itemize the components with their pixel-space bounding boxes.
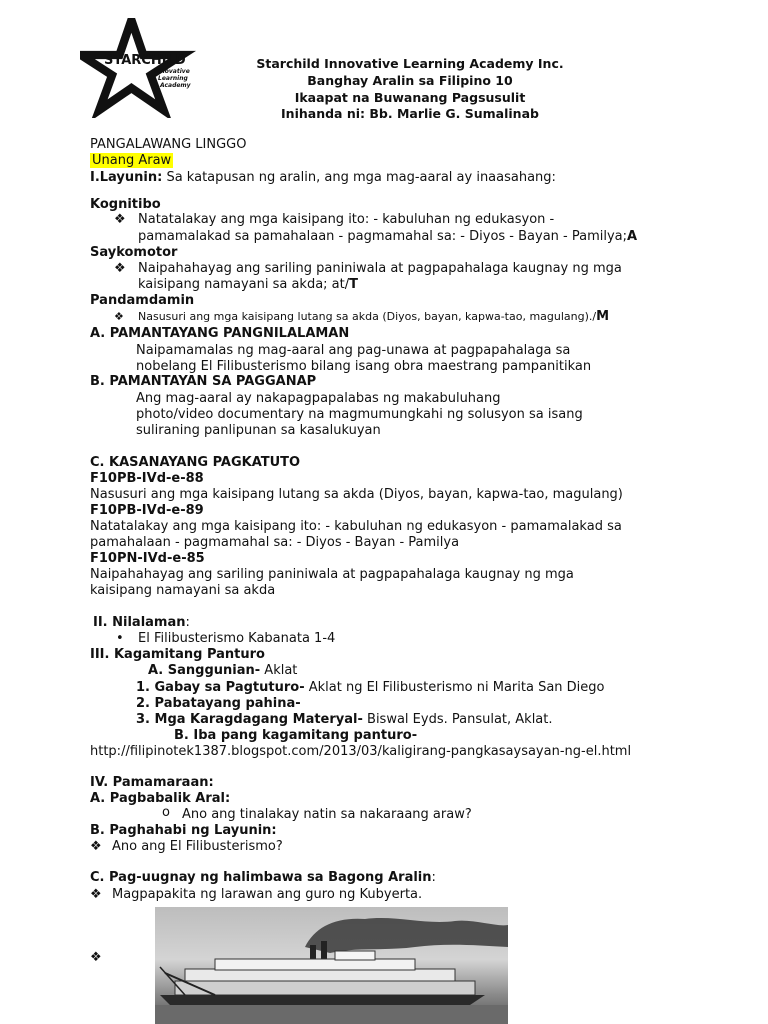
circle-bullet-icon: o — [162, 805, 170, 820]
logo-brand-text: STARCHILD — [104, 53, 186, 68]
competency-code-3: F10PN-IVd-e-85 — [90, 551, 205, 566]
kognitibo-tag: A — [627, 229, 638, 244]
section-b-line-1: Ang mag-aaral ay nakapagpapalabas ng makabuluhang — [136, 391, 501, 406]
sanggunian-line: A. Sanggunian- Aklat — [148, 663, 298, 678]
pag-uugnay-text: Magpapakita ng larawan ang guro ng Kubyerta. — [112, 887, 423, 902]
competency-text-2b: pamahalaan - pagmamahal sa: - Diyos - Bayan - Pamilya — [90, 535, 460, 550]
iba-pang-line: B. Iba pang kagamitang panturo- — [174, 728, 418, 743]
gabay-line: 1. Gabay sa Pagtuturo- Aklat ng El Filibusterismo ni Marita San Diego — [136, 680, 605, 695]
section-b-title: B. PAMANTAYAN SA PAGGANAP — [90, 374, 317, 389]
svg-text:Innovative: Innovative — [154, 68, 190, 75]
competency-text-1: Nasusuri ang mga kaisipang lutang sa akda (Diyos, bayan, kapwa-tao, magulang) — [90, 487, 623, 502]
pabatayan-line: 2. Pabatayang pahina- — [136, 696, 301, 711]
kognitibo-line-1: Natatalakay ang mga kaisipang ito: - kabuluhan ng edukasyon - — [138, 212, 555, 227]
competency-code-1: F10PB-IVd-e-88 — [90, 471, 204, 486]
prepared-by: Inihanda ni: Bb. Marlie G. Sumalinab — [281, 106, 539, 121]
svg-text:Learning: Learning — [158, 75, 188, 82]
star-logo-icon — [80, 18, 220, 118]
saykomotor-heading: Saykomotor — [90, 245, 178, 260]
steamboat-photo — [155, 907, 508, 1024]
pandamdamin-heading: Pandamdamin — [90, 293, 195, 308]
competency-code-2: F10PB-IVd-e-89 — [90, 503, 204, 518]
reference-url[interactable]: http://filipinotek1387.blogspot.com/2013/03/kaligirang-pangkasaysayan-ng-el.html — [90, 744, 632, 759]
pandamdamin-line-1: Nasusuri ang mga kaisipang lutang sa akda (Diyos, bayan, kapwa-tao, magulang)./M — [138, 309, 610, 324]
section-a-line-2: nobelang El Filibusterismo bilang isang obra maestrang pampanitikan — [136, 359, 592, 374]
nilalaman-item: El Filibusterismo Kabanata 1-4 — [138, 631, 336, 646]
saykomotor-tag: T — [349, 277, 358, 292]
pandamdamin-tag: M — [596, 309, 610, 324]
karagdagang-line: 3. Mga Karagdagang Materyal- Biswal Eyds. Pansulat, Aklat. — [136, 712, 553, 727]
diamond-bullet-icon: ❖ — [114, 310, 124, 323]
diamond-bullet-icon: ❖ — [90, 887, 102, 902]
saykomotor-line-2: kaisipang namayani sa akda; at/T — [138, 277, 358, 292]
competency-text-3b: kaisipang namayani sa akda — [90, 583, 276, 598]
diamond-bullet-icon: ❖ — [90, 950, 102, 965]
week-title: PANGALAWANG LINGGO — [90, 137, 247, 152]
competency-text-2a: Natatalakay ang mga kaisipang ito: - kabuluhan ng edukasyon - pamamalakad sa — [90, 519, 622, 534]
saykomotor-line-1: Naipahahayag ang sariling paniniwala at pagpapahalaga kaugnay ng mga — [138, 261, 622, 276]
kognitibo-line-2: pamamalakad sa pamahalaan - pagmamahal sa: - Diyos - Bayan - Pamilya;A — [138, 229, 638, 244]
section-b-line-3: suliraning panlipunan sa kasalukuyan — [136, 423, 381, 438]
nilalaman-title: II. Nilalaman: — [93, 615, 190, 630]
bullet-icon: • — [116, 631, 124, 646]
kagamitan-title: III. Kagamitang Panturo — [90, 647, 265, 662]
objectives-line — [90, 170, 556, 186]
section-a-title: A. PAMANTAYANG PANGNILALAMAN — [90, 326, 350, 341]
kognitibo-heading: Kognitibo — [90, 197, 161, 212]
diamond-bullet-icon: ❖ — [114, 261, 126, 276]
diamond-bullet-icon: ❖ — [114, 212, 126, 227]
section-b-line-2: photo/video documentary na magmumungkahi ng solusyon sa isang — [136, 407, 583, 422]
paghahabi-heading: B. Paghahabi ng Layunin: — [90, 823, 277, 838]
section-a-line-1: Naipamamalas ng mag-aaral ang pag-unawa at pagpapahalaga sa — [136, 343, 571, 358]
svg-text:Academy: Academy — [160, 82, 191, 89]
school-name: Starchild Innovative Learning Academy Inc. — [256, 56, 564, 71]
exam-period: Ikaapat na Buwanang Pagsusulit — [294, 90, 526, 105]
subject-title: Banghay Aralin sa Filipino 10 — [307, 73, 513, 88]
objectives-intro: Sa katapusan ng aralin, ang mga mag-aaral ay inaasahang: — [162, 170, 556, 185]
objectives-label: I.Layunin: — [90, 170, 163, 185]
section-c-title: C. KASANAYANG PAGKATUTO — [90, 455, 301, 470]
pagbabalik-aral-question: Ano ang tinalakay natin sa nakaraang araw? — [182, 807, 472, 822]
day-highlight: Unang Araw — [92, 153, 172, 168]
pag-uugnay-heading: C. Pag-uugnay ng halimbawa sa Bagong Aralin: — [90, 870, 436, 885]
paghahabi-question: Ano ang El Filibusterismo? — [112, 839, 283, 854]
steamboat-icon — [155, 907, 508, 1024]
school-logo — [80, 18, 220, 118]
competency-text-3a: Naipahahayag ang sariling paniniwala at pagpapahalaga kaugnay ng mga — [90, 567, 574, 582]
pagbabalik-aral-heading: A. Pagbabalik Aral: — [90, 791, 231, 806]
diamond-bullet-icon: ❖ — [90, 839, 102, 854]
pamamaraan-title: IV. Pamamaraan: — [90, 775, 214, 790]
